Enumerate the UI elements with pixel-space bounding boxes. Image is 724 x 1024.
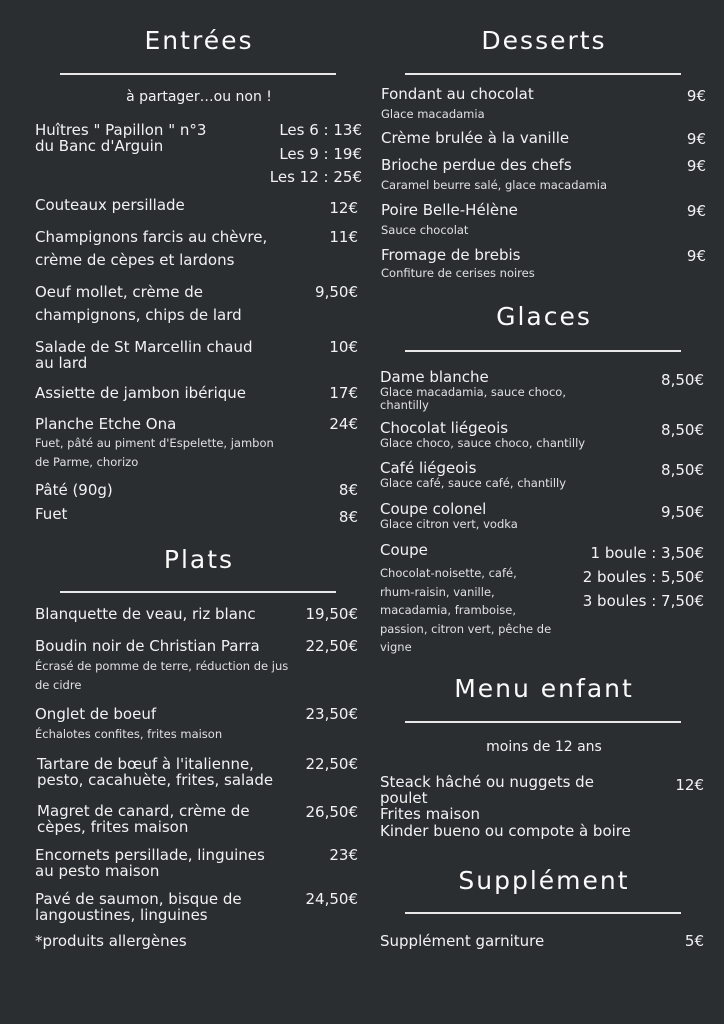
glace-name: Chocolat liégeois — [380, 419, 509, 437]
entree-price: 8€ — [338, 481, 358, 499]
enfant-divider — [405, 721, 681, 723]
plat-price: 24,50€ — [305, 890, 358, 908]
plat-description: Écrasé de pomme de terre, réduction de jus — [35, 659, 289, 673]
dessert-description: Glace macadamia — [381, 107, 485, 121]
desserts-title: Desserts — [481, 26, 607, 55]
enfant-line: Frites maison — [380, 805, 481, 823]
entree-name: Pâté (90g) — [35, 481, 113, 499]
supplement-divider — [405, 912, 681, 914]
huitres-price-9: Les 9 : 19€ — [279, 145, 362, 163]
entree-price: 8€ — [338, 508, 358, 526]
entree-name-line2: au lard — [35, 354, 88, 372]
glace-description: Glace macadamia, sauce choco, — [380, 385, 566, 399]
enfant-price: 12€ — [675, 776, 704, 794]
supplement-item: Supplément garniture — [380, 932, 545, 950]
dessert-description: Confiture de cerises noires — [381, 266, 535, 280]
dessert-price: 9€ — [686, 130, 706, 148]
plat-price: 23€ — [329, 846, 358, 864]
coupe-flavours: Chocolat-noisette, café, — [380, 566, 517, 580]
entree-name: Couteaux persillade — [35, 196, 185, 214]
plat-name: Encornets persillade, linguines — [35, 846, 265, 864]
entree-name-line2: crème de cèpes et lardons — [35, 251, 235, 269]
huitres-name-line2: du Banc d'Arguin — [35, 137, 164, 155]
dessert-name: Crème brulée à la vanille — [381, 129, 570, 147]
glace-name: Coupe colonel — [380, 500, 487, 518]
huitres-name: Huîtres " Papillon " n°3 — [35, 121, 207, 139]
plat-name: Onglet de boeuf — [35, 705, 157, 723]
plat-name: Pavé de saumon, bisque de — [35, 890, 242, 908]
entree-name: Salade de St Marcellin chaud — [35, 338, 253, 356]
glaces-title: Glaces — [496, 302, 592, 331]
plat-name: Blanquette de veau, riz blanc — [35, 605, 256, 623]
coupe-price-2: 2 boules : 5,50€ — [582, 568, 704, 586]
plat-description-line2: de cidre — [35, 678, 82, 692]
glaces-divider — [405, 350, 681, 352]
glace-description: Glace citron vert, vodka — [380, 517, 518, 531]
entree-name: Assiette de jambon ibérique — [35, 384, 247, 402]
entree-price: 17€ — [329, 384, 358, 402]
coupe-flavours: vigne — [380, 640, 412, 654]
glace-price: 8,50€ — [661, 421, 704, 439]
entree-name: Oeuf mollet, crème de — [35, 283, 204, 301]
enfant-line: poulet — [380, 789, 428, 807]
entrees-note: à partager…ou non ! — [126, 89, 272, 105]
coupe-price-1: 1 boule : 3,50€ — [590, 544, 704, 562]
plat-name-line2: au pesto maison — [35, 862, 160, 880]
plat-name: Tartare de bœuf à l'italienne, — [37, 755, 254, 773]
dessert-name: Fondant au chocolat — [381, 85, 534, 103]
coupe-name: Coupe — [380, 541, 428, 559]
desserts-divider — [405, 73, 681, 75]
coupe-flavours: passion, citron vert, pêche de — [380, 622, 552, 636]
coupe-price-3: 3 boules : 7,50€ — [582, 592, 704, 610]
plat-name-line2: pesto, cacahuète, frites, salade — [37, 771, 274, 789]
entree-name-line2: champignons, chips de lard — [35, 306, 242, 324]
dessert-description: Sauce chocolat — [381, 223, 469, 237]
plats-divider — [60, 591, 336, 593]
glace-description-line2: chantilly — [380, 398, 429, 412]
plat-price: 26,50€ — [305, 803, 358, 821]
dessert-price: 9€ — [686, 202, 706, 220]
entrees-divider — [60, 73, 336, 75]
entree-price: 11€ — [329, 228, 358, 246]
entree-description: Fuet, pâté au piment d'Espelette, jambon — [35, 436, 274, 450]
entree-description-line2: de Parme, chorizo — [35, 455, 139, 469]
glace-description: Glace choco, sauce choco, chantilly — [380, 436, 586, 450]
dessert-price: 9€ — [686, 247, 706, 265]
glace-name: Dame blanche — [380, 368, 489, 386]
enfant-line: Steack hâché ou nuggets de — [380, 773, 594, 791]
enfant-title: Menu enfant — [454, 674, 634, 703]
coupe-flavours: rhum-raisin, vanille, — [380, 585, 495, 599]
allergens-note: *produits allergènes — [35, 932, 187, 950]
dessert-name: Brioche perdue des chefs — [381, 156, 572, 174]
huitres-price-12: Les 12 : 25€ — [269, 168, 362, 186]
huitres-price-6: Les 6 : 13€ — [279, 121, 362, 139]
enfant-line: Kinder bueno ou compote à boire — [380, 822, 631, 840]
glace-description: Glace café, sauce café, chantilly — [380, 476, 567, 490]
entrees-title: Entrées — [144, 26, 254, 55]
entree-price: 24€ — [329, 415, 358, 433]
coupe-flavours: macadamia, framboise, — [380, 603, 517, 617]
entree-name: Champignons farcis au chèvre, — [35, 228, 268, 246]
entree-price: 12€ — [329, 199, 358, 217]
plats-title: Plats — [163, 545, 235, 574]
supplement-title: Supplément — [458, 866, 630, 895]
glace-price: 8,50€ — [661, 371, 704, 389]
supplement-price: 5€ — [684, 932, 704, 950]
glace-name: Café liégeois — [380, 459, 477, 477]
dessert-description: Caramel beurre salé, glace macadamia — [381, 178, 608, 192]
entree-name: Fuet — [35, 505, 68, 523]
glace-price: 9,50€ — [661, 503, 704, 521]
entree-price: 9,50€ — [315, 283, 358, 301]
entree-name: Planche Etche Ona — [35, 415, 177, 433]
plat-name-line2: cèpes, frites maison — [37, 818, 189, 836]
plat-name: Magret de canard, crème de — [37, 802, 250, 820]
dessert-price: 9€ — [686, 157, 706, 175]
enfant-note: moins de 12 ans — [486, 739, 602, 755]
entree-price: 10€ — [329, 338, 358, 356]
plat-name-line2: langoustines, linguines — [35, 906, 208, 924]
plat-price: 22,50€ — [305, 755, 358, 773]
dessert-name: Poire Belle-Hélène — [381, 201, 518, 219]
plat-price: 19,50€ — [305, 605, 358, 623]
glace-price: 8,50€ — [661, 461, 704, 479]
plat-price: 22,50€ — [305, 637, 358, 655]
plat-price: 23,50€ — [305, 705, 358, 723]
dessert-name: Fromage de brebis — [381, 246, 521, 264]
plat-name: Boudin noir de Christian Parra — [35, 637, 260, 655]
dessert-price: 9€ — [686, 87, 706, 105]
plat-description: Échalotes confites, frites maison — [35, 727, 223, 741]
